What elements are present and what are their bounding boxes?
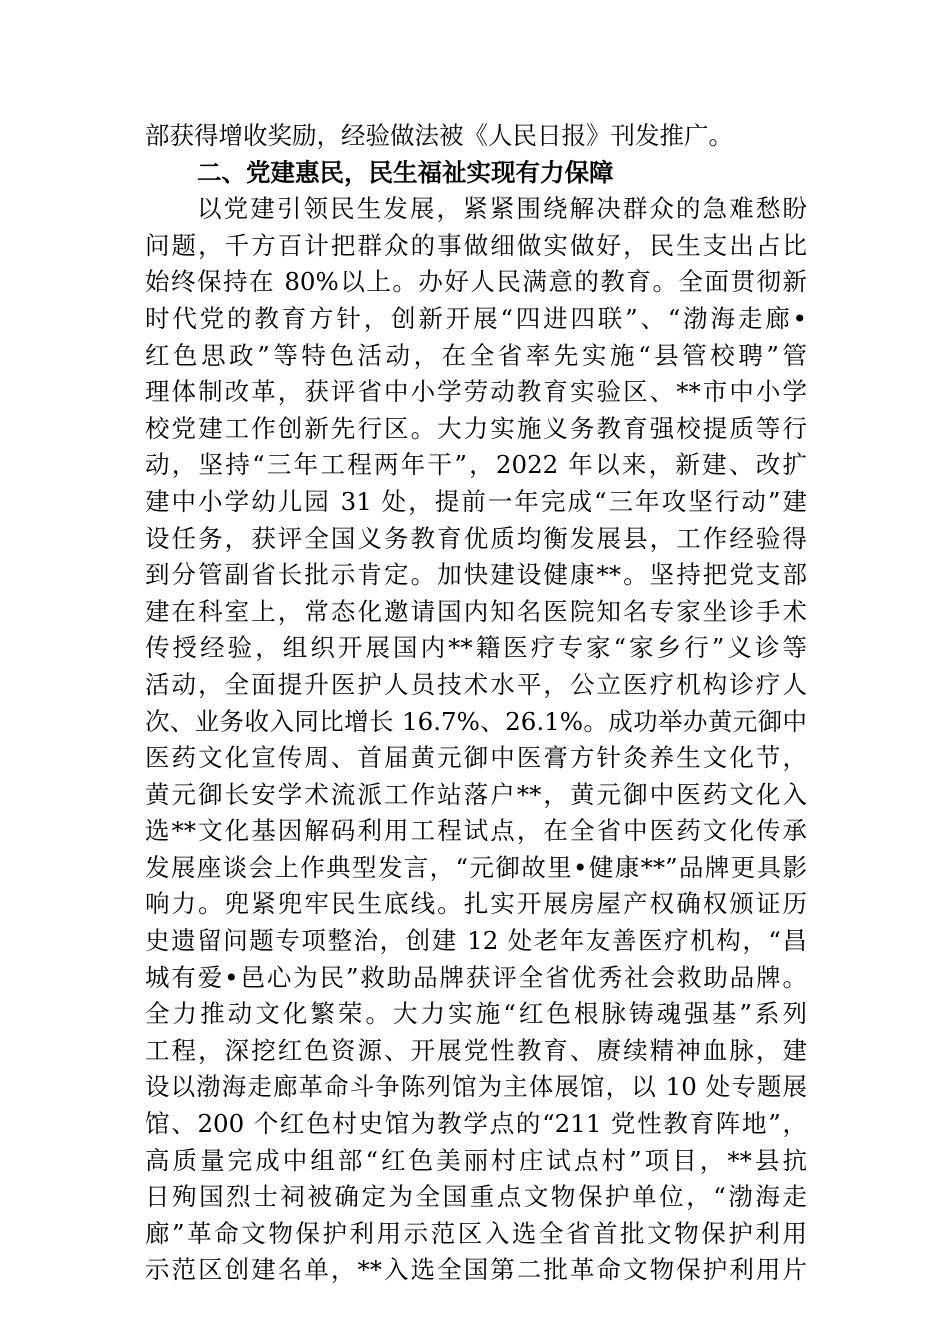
paragraph-line: 建在科室上，常态化邀请国内知名医院知名专家坐诊手术 <box>145 596 807 626</box>
paragraph-line: 理体制改革，获评省中小学劳动教育实验区、**市中小学 <box>145 377 807 407</box>
paragraph-line: 馆、200 个红色村史馆为教学点的“211 党性教育阵地”， <box>145 1109 807 1139</box>
paragraph-line: 设以渤海走廊革命斗争陈列馆为主体展馆，以 10 处专题展 <box>145 1072 807 1102</box>
paragraph-line: 次、业务收入同比增长 16.7%、26.1%。成功举办黄元御中 <box>145 706 807 736</box>
paragraph-line: 始终保持在 80%以上。办好人民满意的教育。全面贯彻新 <box>145 267 807 297</box>
paragraph-line: 廊”革命文物保护利用示范区入选全省首批文物保护利用 <box>145 1218 807 1248</box>
paragraph-line: 高质量完成中组部“红色美丽村庄试点村”项目，**县抗 <box>145 1145 807 1175</box>
paragraph-line: 时代党的教育方针，创新开展“四进四联”、“渤海走廊• <box>145 303 807 333</box>
paragraph-line: 设任务，获评全国义务教育优质均衡发展县，工作经验得 <box>145 523 807 553</box>
paragraph-line: 红色思政”等特色活动，在全省率先实施“县管校聘”管 <box>145 340 807 370</box>
paragraph-line: 部获得增收奖励，经验做法被《人民日报》刊发推广。 <box>145 121 733 150</box>
paragraph-line: 问题，千方百计把群众的事做细做实做好，民生支出占比 <box>145 230 807 260</box>
paragraph-line: 建中小学幼儿园 31 处，提前一年完成“三年攻坚行动”建 <box>145 486 807 516</box>
paragraph-line: 示范区创建名单，**入选全国第二批革命文物保护利用片 <box>145 1255 807 1285</box>
paragraph-line: 黄元御长安学术流派工作站落户**，黄元御中医药文化入 <box>145 779 807 809</box>
paragraph-line: 全力推动文化繁荣。大力实施“红色根脉铸魂强基”系列 <box>145 999 807 1029</box>
paragraph-line: 医药文化宣传周、首届黄元御中医膏方针灸养生文化节， <box>145 743 807 773</box>
section-heading: 二、党建惠民，民生福祉实现有力保障 <box>197 157 614 187</box>
paragraph-line: 发展座谈会上作典型发言，“元御故里•健康**”品牌更具影 <box>145 852 807 882</box>
paragraph-line: 以党建引领民生发展，紧紧围绕解决群众的急难愁盼 <box>197 194 807 224</box>
paragraph-line: 日殉国烈士祠被确定为全国重点文物保护单位，“渤海走 <box>145 1182 807 1212</box>
paragraph-line: 史遗留问题专项整治，创建 12 处老年友善医疗机构，“昌 <box>145 926 807 956</box>
document-page <box>145 118 807 1289</box>
paragraph-line: 活动，全面提升医护人员技术水平，公立医疗机构诊疗人 <box>145 669 807 699</box>
paragraph-line: 工程，深挖红色资源、开展党性教育、赓续精神血脉，建 <box>145 1035 807 1065</box>
paragraph-line: 选**文化基因解码利用工程试点，在全省中医药文化传承 <box>145 816 807 846</box>
paragraph-line: 校党建工作创新先行区。大力实施义务教育强校提质等行 <box>145 413 807 443</box>
paragraph-line: 城有爱•邑心为民”救助品牌获评全省优秀社会救助品牌。 <box>145 962 807 992</box>
paragraph-line: 动，坚持“三年工程两年干”，2022 年以来，新建、改扩 <box>145 450 807 480</box>
paragraph-line: 传授经验，组织开展国内**籍医疗专家“家乡行”义诊等 <box>145 633 807 663</box>
paragraph-line: 响力。兜紧兜牢民生底线。扎实开展房屋产权确权颁证历 <box>145 889 807 919</box>
paragraph-line: 到分管副省长批示肯定。加快建设健康**。坚持把党支部 <box>145 560 807 590</box>
